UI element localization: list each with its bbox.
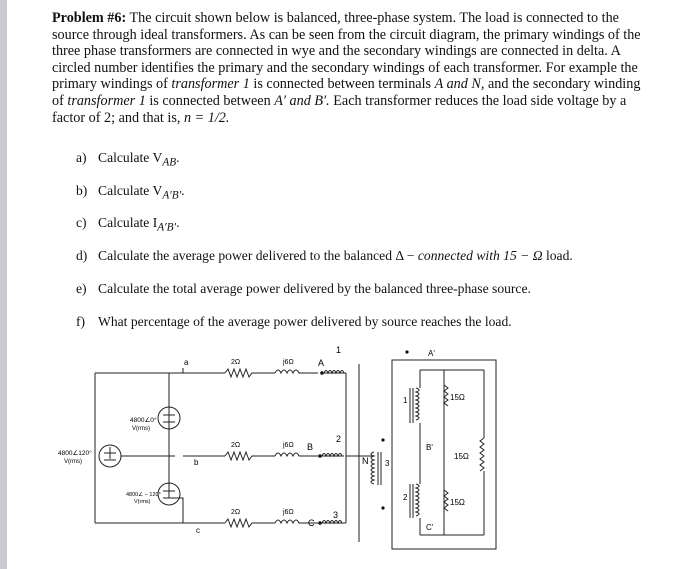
secondary-1-label: 1 [403, 396, 408, 405]
reactance-a-label: j6Ω [283, 359, 294, 366]
terminal-A: A [318, 358, 325, 368]
problem-heading: Problem #6: [52, 10, 127, 26]
terminal-B-prime: B' [426, 443, 433, 452]
source-left-label: 4800∠120° [58, 450, 92, 457]
intro-text-5: Each transformer reduces the load side voltage by a factor of 2; and that is, [52, 92, 627, 126]
primary-3-label: 3 [333, 510, 339, 520]
question-b: b) Calculate $V_{A'B'}$. [76, 183, 185, 202]
intro-italic-an: A and N, [434, 76, 485, 93]
node-b-label: b [194, 458, 199, 467]
intro-italic-t1: transformer 1 [171, 76, 250, 93]
node-c-label: c [196, 526, 200, 535]
source-bottom-unit: V(rms) [134, 499, 151, 505]
intro-italic-ab: A′ and B′. [274, 92, 330, 109]
intro-text-2: is connected between terminals [249, 76, 435, 93]
intro-text-4: is connected between [145, 92, 275, 109]
intro-italic-t1b: transformer 1 [67, 92, 146, 109]
primary-2-label: 2 [336, 434, 342, 444]
terminal-C: C [308, 518, 315, 528]
source-top-unit: V(rms) [132, 426, 150, 432]
primary-1-label: 1 [336, 345, 342, 355]
source-bottom-label: 4800∠ − 120° [126, 492, 161, 498]
intro-text-1: The circuit shown below is balanced, three-phase system. The load is connected to the source through ideal transformers. As can be seen from the circuit diagram, the primary windings of the three phase transformers are connected in wye and the secondary windings are connected in delta. A circled number identifies the primary and the secondary windings of each transformer. For example the primary windings of [52, 10, 641, 93]
transformer-core-markers [381, 350, 408, 509]
resistor-a-label: 2Ω [231, 359, 241, 366]
node-a-label: a [184, 358, 189, 367]
load-3-label: 15Ω [450, 498, 465, 507]
question-c: c) Calculate $I_{A'B'}$. [76, 215, 180, 234]
secondary-2-label: 2 [403, 493, 408, 502]
voltage-source-left [99, 445, 121, 467]
resistor-b-label: 2Ω [231, 442, 241, 449]
intro-italic-n: n = 1/2. [183, 109, 230, 126]
secondary-delta [371, 360, 496, 549]
terminal-C-prime: C' [426, 523, 434, 532]
reactance-c-label: j6Ω [283, 509, 294, 516]
terminal-A-prime: A' [428, 349, 435, 358]
reactance-b-label: j6Ω [283, 442, 294, 449]
source-left-unit: V(rms) [64, 459, 82, 465]
load-1-label: 15Ω [450, 393, 465, 402]
voltage-source-bottom [158, 483, 180, 505]
question-e: e) Calculate the total average power delivered by the balanced three-phase source. [76, 281, 531, 296]
intro-text-3: and the secondary winding of [52, 76, 641, 109]
question-d: d) Calculate the average power delivered to the balanced Δ − connected with 15 − Ω load. [76, 248, 573, 263]
load-2-label: 15Ω [454, 452, 469, 461]
terminal-B: B [307, 442, 314, 452]
circuit-diagram [0, 340, 700, 569]
question-f: f) What percentage of the average power delivered by source reaches the load. [76, 314, 512, 329]
resistor-c-label: 2Ω [231, 509, 241, 516]
secondary-3-label: 3 [385, 459, 390, 468]
question-a: a) Calculate $V_{AB}$. [76, 150, 180, 169]
source-top-label: 4800∠0° [130, 417, 157, 424]
problem-statement [52, 10, 652, 126]
primary-windings [320, 364, 372, 542]
neutral-N: N [362, 456, 369, 466]
